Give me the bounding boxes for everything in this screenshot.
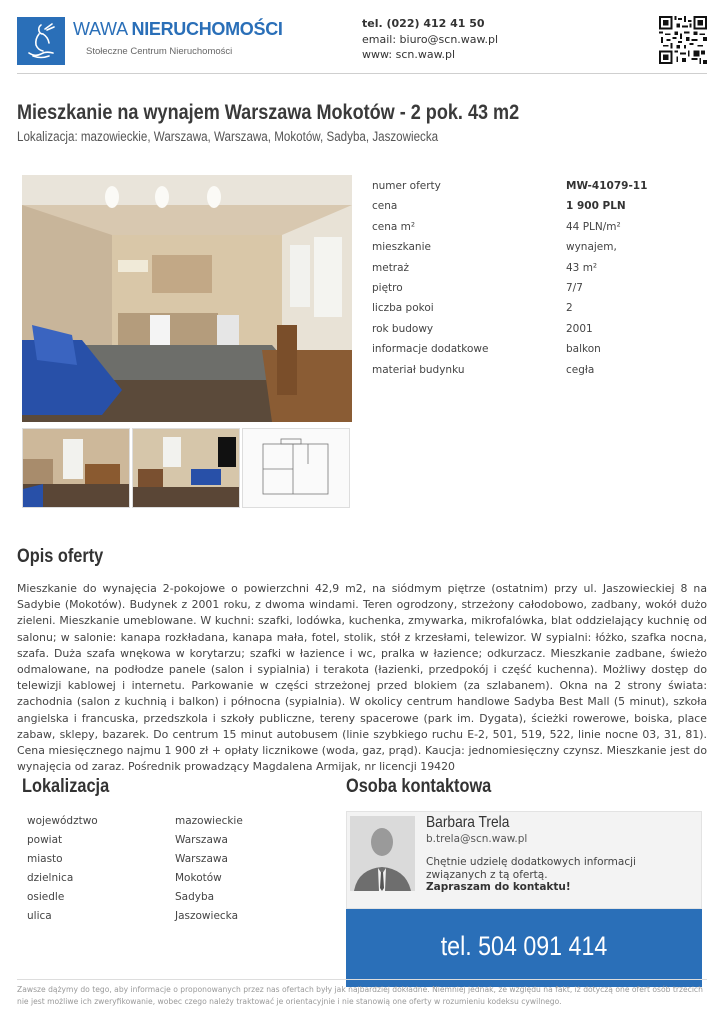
brand-subtitle: Stołeczne Centrum Nieruchomości: [86, 46, 233, 57]
location-value: Jaszowiecka: [175, 910, 239, 923]
contact-phone-box[interactable]: [346, 909, 702, 987]
agency-www[interactable]: www: scn.waw.pl: [362, 48, 456, 61]
location-value: Warszawa: [175, 834, 228, 847]
location-label: województwo: [27, 815, 98, 827]
location-heading: Lokalizacja: [22, 776, 110, 797]
location-label: osiedle: [27, 891, 65, 904]
agency-phone[interactable]: tel. (022) 412 41 50: [362, 17, 485, 30]
detail-label: liczba pokoi: [372, 302, 434, 315]
detail-value: wynajem,: [566, 241, 617, 254]
location-row: [27, 813, 327, 832]
location-row: [27, 908, 327, 927]
detail-label: informacje dodatkowe: [372, 343, 489, 356]
location-row: [27, 851, 327, 870]
detail-value: 44 PLN/m²: [566, 220, 621, 233]
location-label: ulica: [27, 910, 52, 923]
detail-label: rok budowy: [372, 322, 434, 335]
detail-value: 2001: [566, 322, 593, 335]
contact-email[interactable]: b.trela@scn.waw.pl: [426, 833, 528, 845]
brand-light: WAWA: [73, 19, 132, 39]
detail-row: [372, 320, 707, 340]
detail-row: [372, 361, 707, 381]
contact-name: Barbara Trela: [426, 814, 510, 831]
description-text: Mieszkanie do wynajęcia 2-pokojowe o powierzchni 42,9 m2, na siódmym piętrze (ostatnim) przy ul. Jaszowieckiej 8 na Sadybie (Mokotów). Budynek z 2001 roku, z dwoma windami. Teren ogrodzony, strzeżony całodobowo, zadbany, wokół dużo zieleni. Mieszkanie umeblowane. W kuchni: szafki, lodówka, kuchenka, zmywarka, mikrofalówka, blat oddzielający kuchnię od salonu; w salonie: kanapa rozkładana, kanapa mała, fotel, stolik, stół z krzesłami, telewizor. W sypialni: łóżko, szafka nocna, szafa. Duża szafa wnękowa w korytarzu; szafki w łazience i wc, pralka w łazience; odkurzacz. Mieszkanie zadbane, świeżo odmalowane, na podłodze panele (salon i sypialnia) i terakota (łazienki, przedpokój i część kuchenna). Możliwy dostęp do telewizji kablowej i internetu. Parkowanie w części strzeżonej przed blokiem (za szlabanem). Okna na 2 strony świata: zachodnia (salon z kuchnią i balkon) i północna (sypialnia). W okolicy centrum handlowe Sadyba Best Mall (5 minut), szkoła angielska i francuska, przedszkola i szkoły publiczne, tereny spacerowe (park im. Dygata), ścieżki rowerowe, boiska, place zabaw, sklepy, bazarek. Do centrum 15 minut autobusem (linie szybkiego ruchu E-2, 501, 519, 522, linie nocne 03, 31, 81). Cena miesięcznego najmu 1 900 zł + opłaty licznikowe (woda, gaz, prąd). Kaucja: jednomiesięczny czynsz. Mieszkanie jest do wynajęcia od zaraz. Pośrednik prowadzący Magdalena Armijak, nr licencji 19420: [17, 582, 707, 774]
detail-row: [372, 238, 707, 258]
detail-label: materiał budynku: [372, 363, 465, 376]
detail-value: 43 m²: [566, 261, 598, 274]
detail-row: [372, 299, 707, 319]
contact-info: Chętnie udzielę dodatkowych informacji związanych z tą ofertą.: [426, 856, 636, 881]
location-label: dzielnica: [27, 872, 74, 885]
thumbnail-photo[interactable]: [22, 428, 130, 508]
header-divider: [17, 73, 707, 74]
location-value: Mokotów: [175, 872, 222, 885]
detail-label: piętro: [372, 281, 403, 294]
detail-label: mieszkanie: [372, 241, 431, 254]
location-table: [27, 813, 327, 928]
agency-contact: [362, 16, 498, 63]
location-value: Sadyba: [175, 891, 215, 904]
contact-phone[interactable]: tel. 504 091 414: [440, 931, 608, 961]
details-table: [372, 177, 707, 381]
detail-value: balkon: [566, 343, 601, 356]
footer-divider: [17, 979, 707, 980]
detail-row: [372, 340, 707, 360]
contact-invite: Zapraszam do kontaktu!: [426, 881, 571, 893]
brand-name: [73, 19, 283, 40]
detail-row: [372, 197, 707, 217]
avatar: [350, 816, 415, 891]
location-row: [27, 889, 327, 908]
listing-title: Mieszkanie na wynajem Warszawa Mokotów - 2 pok. 43 m2: [17, 101, 520, 124]
floor-plan-thumbnail[interactable]: [242, 428, 350, 508]
detail-label: numer oferty: [372, 180, 441, 192]
location-row: [27, 870, 327, 889]
detail-value: cegła: [566, 363, 595, 376]
location-label: miasto: [27, 853, 63, 866]
qr-code: [659, 16, 707, 64]
main-photo[interactable]: [22, 175, 352, 422]
logo-icon: [17, 17, 65, 65]
agency-email[interactable]: email: biuro@scn.waw.pl: [362, 32, 499, 46]
location-value: mazowieckie: [175, 815, 243, 827]
description-heading: Opis oferty: [17, 546, 104, 567]
detail-value: 2: [566, 302, 573, 315]
detail-row: [372, 218, 707, 238]
detail-row: [372, 177, 707, 197]
detail-label: metraż: [372, 261, 410, 274]
detail-row: [372, 259, 707, 279]
thumbnail-photo[interactable]: [132, 428, 240, 508]
detail-label: cena m²: [372, 220, 416, 233]
detail-row: [372, 279, 707, 299]
disclaimer: Zawsze dążymy do tego, aby informacje o proponowanych przez nas ofertach były jak najbardziej dokładne. Niemniej jednak, ze względu na fakt, iż dotyczą one ofert osób trzecich nie jest możliwe ich zweryfikowanie, wobec czego należy traktować je orientacyjnie i nie stanowią one oferty w rozumieniu kodeksu cywilnego.: [17, 985, 703, 1006]
location-value: Warszawa: [175, 853, 228, 866]
contact-heading: Osoba kontaktowa: [346, 776, 492, 797]
brand-bold: NIERUCHOMOŚCI: [131, 19, 283, 39]
detail-value: 1 900 PLN: [566, 200, 626, 213]
location-label: powiat: [27, 834, 63, 847]
location-row: [27, 832, 327, 851]
listing-location: Lokalizacja: mazowieckie, Warszawa, Warszawa, Mokotów, Sadyba, Jaszowiecka: [17, 129, 439, 144]
detail-value: MW-41079-11: [566, 180, 648, 192]
detail-value: 7/7: [566, 281, 583, 294]
detail-label: cena: [372, 200, 398, 213]
